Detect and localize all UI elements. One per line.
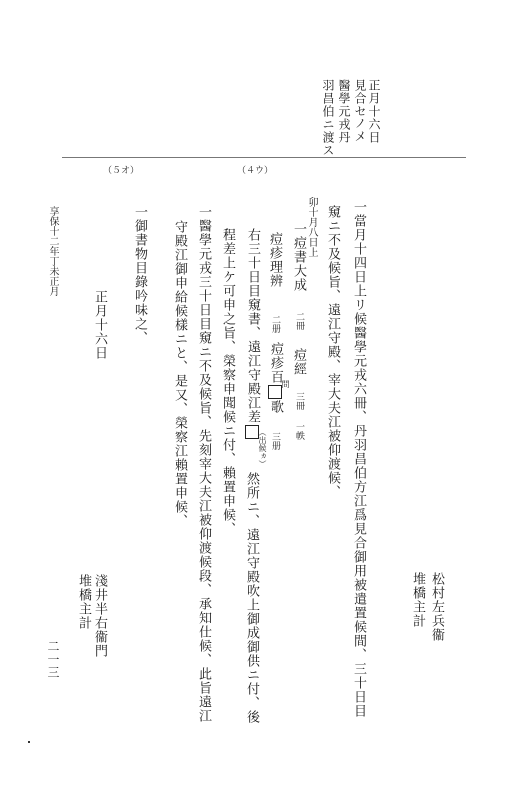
date-note: 卯十月八日上 [306, 197, 317, 257]
missing-char-box [268, 385, 282, 399]
signature-2: 堆橋主計 [410, 572, 425, 628]
header-note: 見合セ [353, 79, 367, 118]
book-title-3: 痘疹理辨 [267, 232, 282, 288]
body-line-1: 一當月十四日上リ候醫學元戎六冊、丹羽昌伯方江爲見合御用被遣置候間、三十日目 [351, 200, 366, 718]
body-line-9: 一御書物目錄吟味之、 [132, 205, 147, 345]
body-line-6: 程差上ケ可申之旨、榮察申聞候ニ付、賴置申候、 [220, 228, 235, 536]
body-line-5-annotation: （出候ヵ） [258, 428, 267, 468]
signature-1: 松村左兵衞 [429, 572, 444, 642]
missing-char-box-2 [245, 425, 259, 439]
body-line-8: 守殿江御申給候樣ニと、是又、榮察江賴置申候、 [172, 220, 187, 528]
page-number: 二一三 [46, 640, 60, 679]
book-count-2: 三冊 [294, 392, 304, 410]
book-title-2: 痘經 [291, 348, 306, 376]
body-line-5b: 然所ニ、遠江守殿吹上御成御供ニ付、後 [244, 472, 259, 724]
book-count-3: 二册 [270, 315, 280, 333]
header-kana-tail: ノメ [353, 117, 367, 143]
book-volume: 一帙 [294, 422, 304, 440]
book-title-4: 痘疹百歌 [268, 342, 283, 414]
closing-date: 正月十六日 [92, 290, 107, 360]
header-note-2: 醫學元戎丹 [337, 79, 351, 144]
body-line-2: 窺ニ不及候旨、遠江守殿、宰大夫江被仰渡候、 [325, 205, 340, 499]
body-line-5a: 右三十日目窺書、遠江守殿江差 [245, 228, 259, 440]
book-title-4-annotation: 問 [281, 380, 290, 388]
folio-left: （５オ） [103, 166, 140, 176]
header-date: 正月十六日 [367, 79, 381, 144]
body-line-7: 一醫學元戎三十日目窺ニ不及候旨、先刻宰大夫江被仰渡候段、承知仕候、此旨遠江 [196, 205, 211, 723]
page-speck [28, 741, 30, 743]
book-count-4: 三册 [270, 432, 280, 450]
book-line-1 [292, 222, 305, 292]
book-count-1: 二冊 [294, 312, 304, 330]
folio-right: （４ウ） [237, 166, 274, 176]
signature-3: 淺井半右衞門 [92, 574, 107, 658]
signature-4: 堆橋主計 [76, 574, 91, 630]
header-note-3: 羽昌伯ニ渡ス [321, 79, 335, 157]
page-divider [62, 157, 466, 158]
book-title-1: 一痘書大成 [291, 222, 306, 292]
running-title: 享保十二年丁未正月 [47, 206, 58, 296]
